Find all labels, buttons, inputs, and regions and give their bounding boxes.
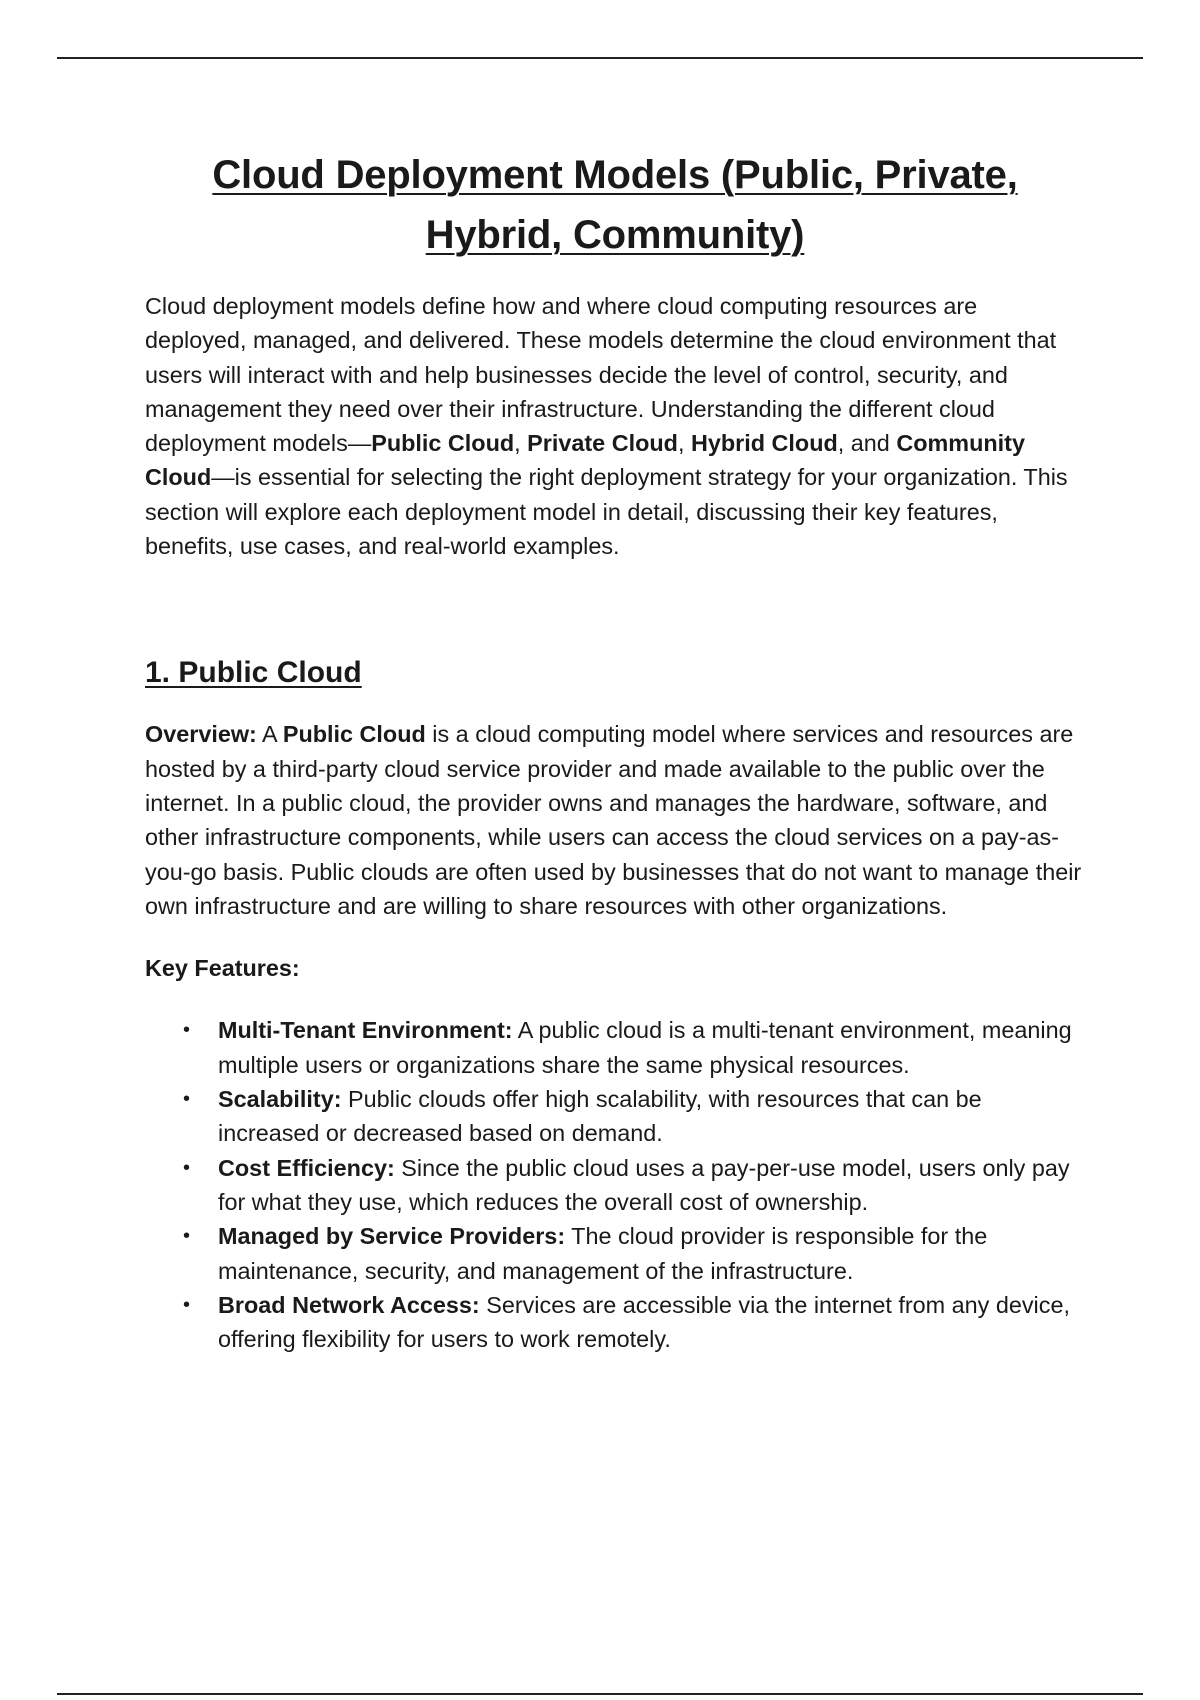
document-title <box>145 145 1085 265</box>
list-item <box>145 1219 1085 1288</box>
intro-paragraph <box>145 289 1085 563</box>
overview-term: Public Cloud <box>282 721 426 748</box>
bullet-icon: • <box>183 1156 191 1179</box>
section-heading-public-cloud: 1. Public Cloud <box>145 656 362 690</box>
feature-term: Multi-Tenant Environment: <box>218 1017 513 1044</box>
list-item <box>145 1082 1085 1151</box>
title-line-1: Cloud Deployment Models (Public, Private, <box>212 153 1018 197</box>
intro-term-community: Community Cloud <box>145 430 1025 491</box>
footer-rule <box>57 1693 1143 1695</box>
bullet-icon: • <box>183 1293 191 1316</box>
feature-text: A public cloud is a multi-tenant environment, meaning multiple users or organizations share the same physical resources. <box>218 1017 1072 1078</box>
intro-text: , <box>514 430 528 457</box>
overview-label: Overview: <box>145 721 257 748</box>
bullet-icon: • <box>183 1019 191 1042</box>
list-item <box>145 1013 1085 1082</box>
feature-text: Services are accessible via the internet from any device, offering flexibility for users to work remotely. <box>218 1291 1070 1353</box>
intro-text: —is essential for selecting the right deployment strategy for your organization. This section will explore each deployment model in detail, discussing their key features, benefits, use cases, and real-world examples. <box>145 464 1068 560</box>
intro-term-public: Public Cloud <box>371 430 515 457</box>
feature-text: Public clouds offer high scalability, with resources that can be increased or decreased based on demand. <box>218 1086 982 1147</box>
bullet-icon: • <box>183 1088 191 1111</box>
document-body <box>145 145 1085 1356</box>
bullet-icon: • <box>183 1225 191 1248</box>
header-rule <box>57 57 1143 59</box>
key-features-list <box>145 1013 1085 1356</box>
key-features-label-text: Key Features: <box>145 955 300 982</box>
intro-text: Cloud deployment models define how and where cloud computing resources are deployed, managed, and delivered. These models determine the cloud environment that users will interact with and help businesses decide the level of control, security, and management they need over their infrastructure. Understanding the different cloud deployment models— <box>145 293 1057 457</box>
intro-text: , <box>677 430 691 457</box>
title-line-2: Hybrid, Community) <box>425 213 805 257</box>
overview-paragraph <box>145 717 1085 923</box>
intro-term-private: Private Cloud <box>527 430 678 457</box>
feature-term: Cost Efficiency: <box>218 1154 395 1181</box>
intro-text: , and <box>837 430 897 457</box>
intro-term-hybrid: Hybrid Cloud <box>690 430 838 457</box>
feature-term: Broad Network Access: <box>218 1291 480 1318</box>
overview-text: A <box>256 721 283 748</box>
overview-text: is a cloud computing model where services and resources are hosted by a third-party cloud service provider and made available to the public over the internet. In a public cloud, the provider owns and manages the hardware, software, and other infrastructure components, while users can access the cloud services on a pay-as-you-go basis. Public clouds are often used by businesses that do not want to manage their own infrastructure and are willing to share resources with other organizations. <box>145 721 1082 919</box>
list-item <box>145 1151 1085 1220</box>
feature-term: Scalability: <box>218 1086 342 1113</box>
feature-text: Since the public cloud uses a pay-per-use model, users only pay for what they use, which reduces the overall cost of ownership. <box>218 1154 1070 1215</box>
key-features-label <box>145 951 1085 985</box>
feature-term: Managed by Service Providers: <box>218 1223 566 1250</box>
list-item <box>145 1288 1085 1357</box>
feature-text: The cloud provider is responsible for the maintenance, security, and management of the infrastructure. <box>218 1223 988 1284</box>
